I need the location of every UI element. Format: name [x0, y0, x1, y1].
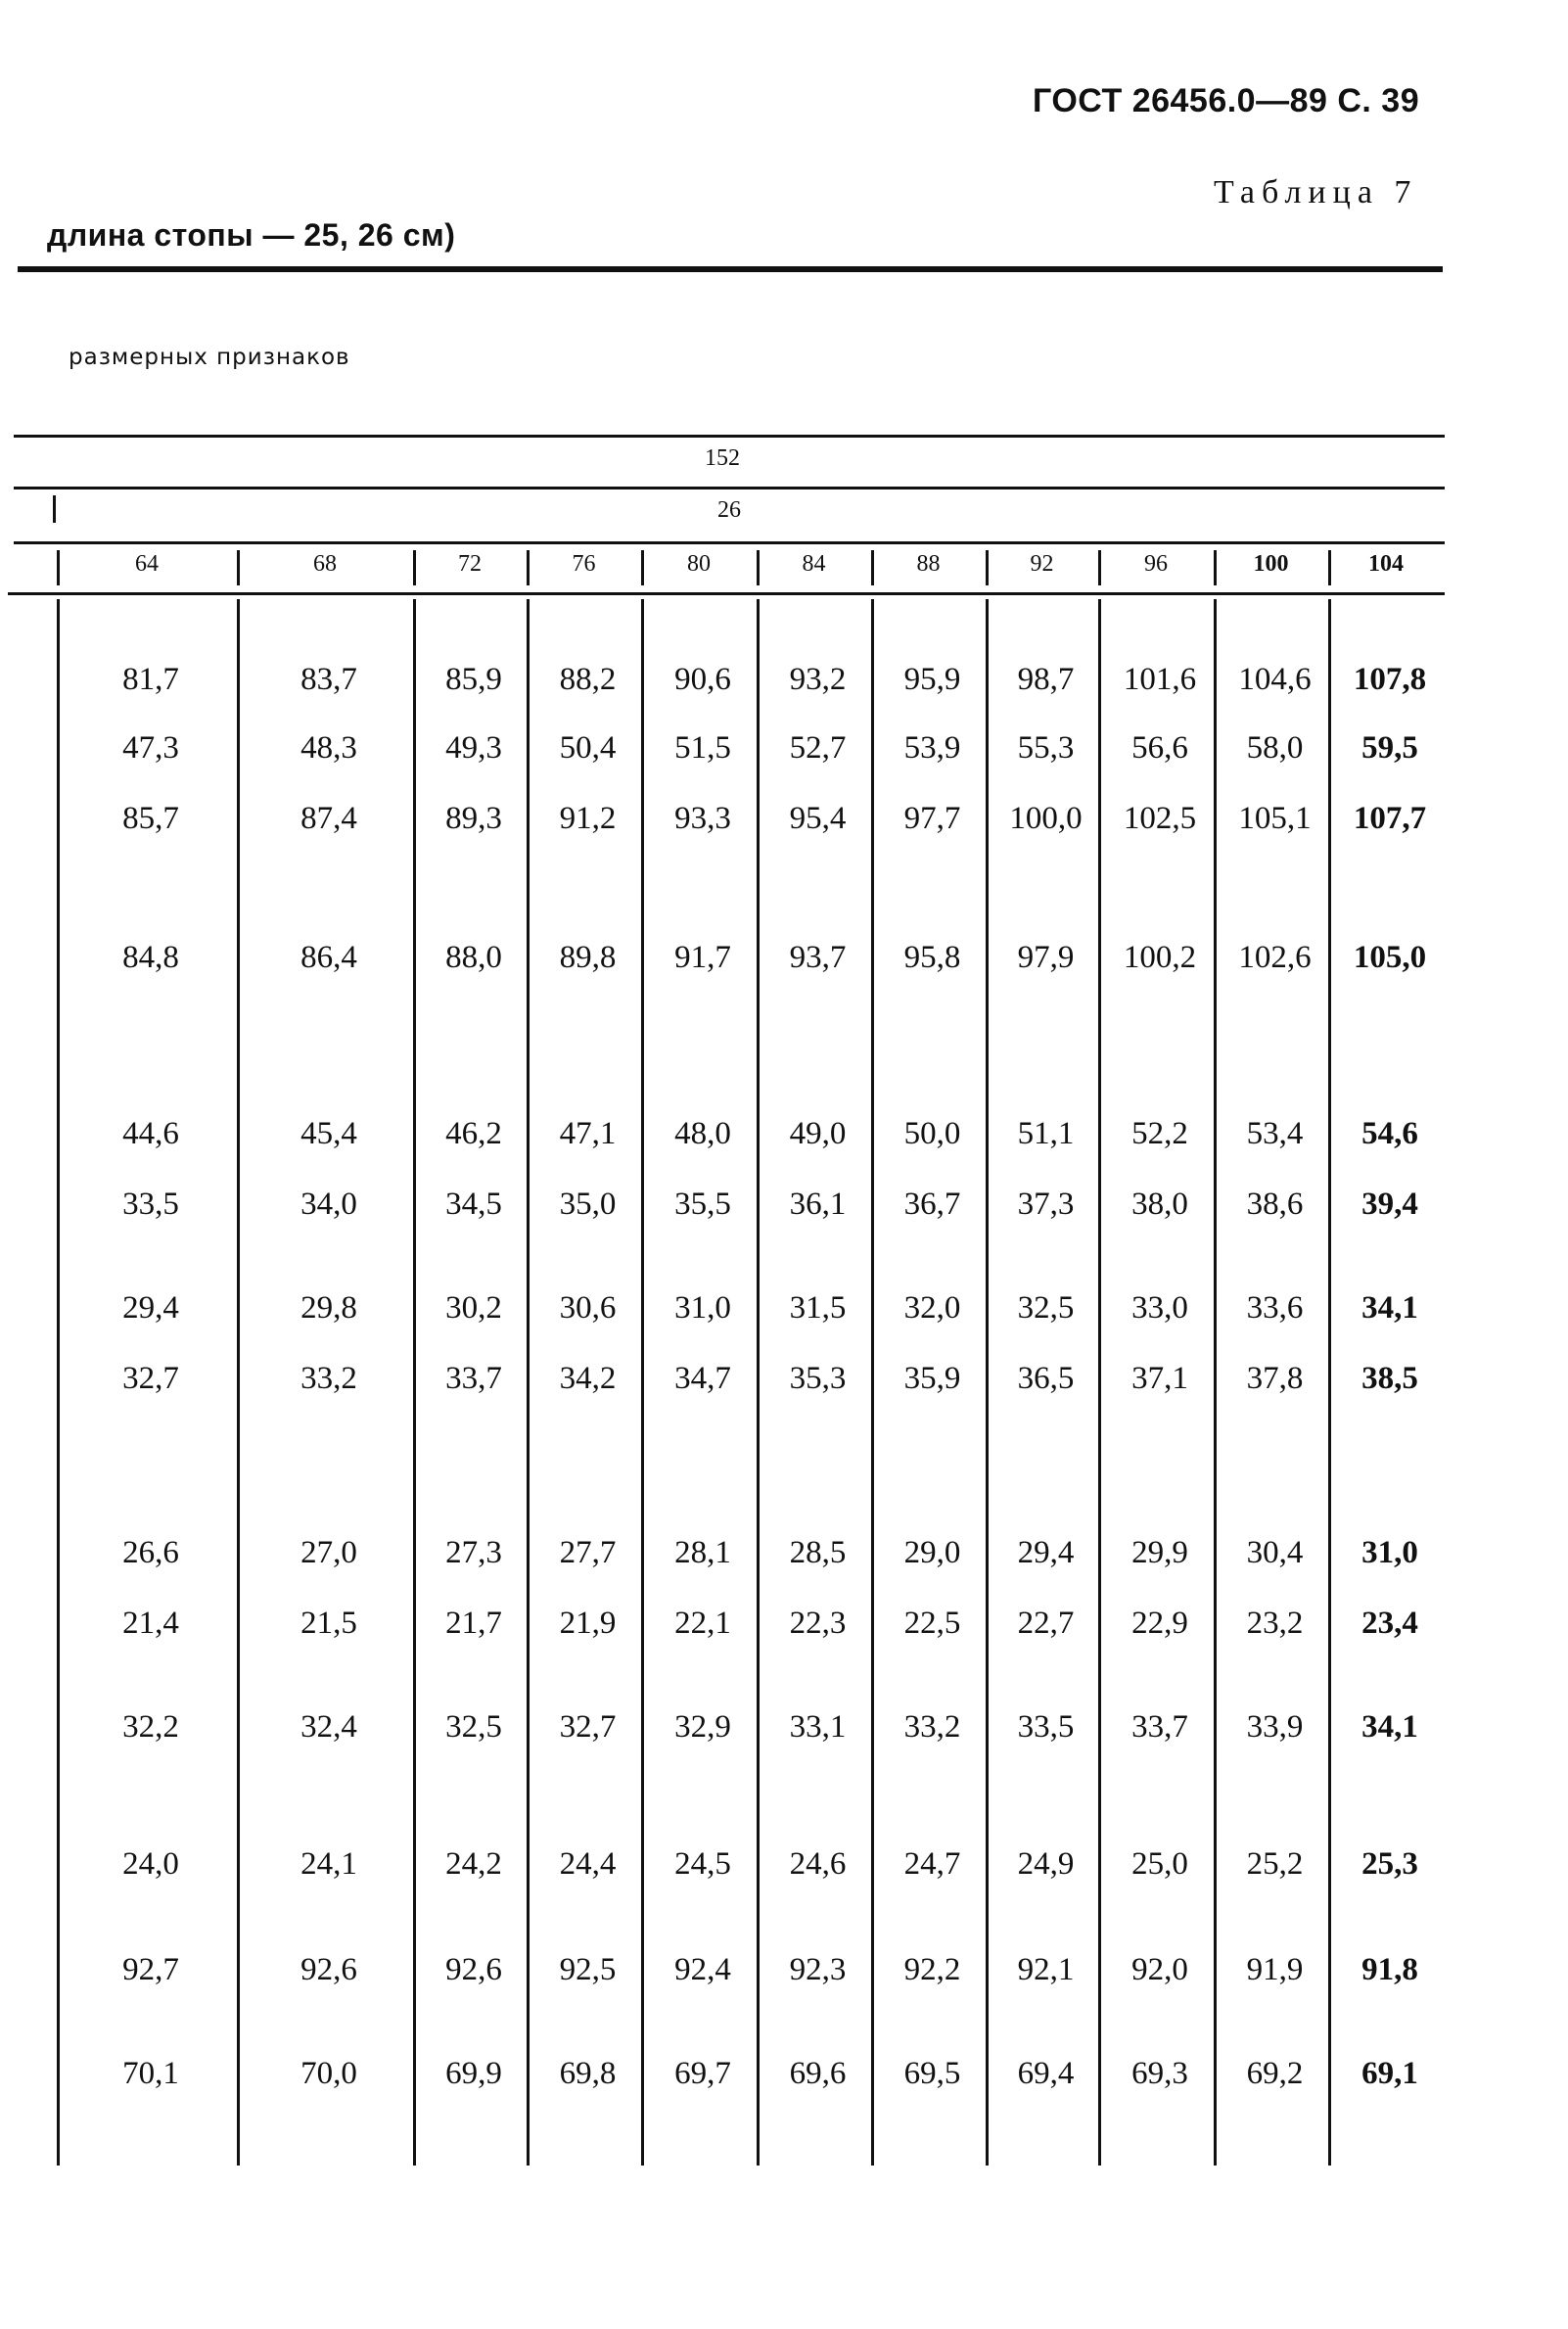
column-header-rule-bottom: [8, 592, 1445, 595]
table-cell: 92,0: [1131, 1952, 1188, 1987]
table-cell: 35,5: [674, 1187, 731, 1222]
table-cell: 101,6: [1123, 662, 1197, 697]
table-cell: 26,6: [122, 1535, 179, 1570]
table-cell: 33,0: [1131, 1290, 1188, 1326]
table-cell: 92,6: [300, 1952, 357, 1987]
table-cell: 51,1: [1017, 1116, 1075, 1151]
table-cell: 34,2: [559, 1361, 617, 1396]
table-cell: 48,0: [674, 1116, 731, 1151]
table-cell: 83,7: [300, 662, 357, 697]
table-cell: 32,4: [300, 1709, 357, 1745]
table-cell: 22,1: [674, 1606, 731, 1641]
table-cell: 52,2: [1131, 1116, 1188, 1151]
table-cell: 23,2: [1246, 1606, 1304, 1641]
table-cell: 69,8: [559, 2056, 617, 2091]
table-cell: 35,0: [559, 1187, 617, 1222]
table-cell: 95,9: [903, 662, 961, 697]
header-rule: [18, 266, 1443, 272]
column-header-100: 100: [1253, 551, 1289, 577]
table-cell: 24,2: [445, 1846, 502, 1882]
table-cell: 45,4: [300, 1116, 357, 1151]
table-cell: 22,9: [1131, 1606, 1188, 1641]
table-cell: 33,5: [1017, 1709, 1075, 1745]
table-cell: 92,2: [903, 1952, 961, 1987]
table-cell: 95,4: [789, 801, 847, 836]
table-cell: 100,2: [1123, 940, 1197, 975]
table-cell: 95,8: [903, 940, 961, 975]
table-cell: 35,9: [903, 1361, 961, 1396]
table-cell: 25,0: [1131, 1846, 1188, 1882]
table-cell: 27,7: [559, 1535, 617, 1570]
table-cell: 50,0: [903, 1116, 961, 1151]
table-cell: 105,0: [1353, 940, 1427, 975]
table-cell: 86,4: [300, 940, 357, 975]
table-cell: 24,5: [674, 1846, 731, 1882]
table-cell: 31,0: [1361, 1535, 1418, 1570]
table-cell: 23,4: [1361, 1606, 1418, 1641]
table-cell: 36,5: [1017, 1361, 1075, 1396]
table-cell: 33,7: [1131, 1709, 1188, 1745]
table-cell: 92,3: [789, 1952, 847, 1987]
table-cell: 21,5: [300, 1606, 357, 1641]
table-cell: 69,5: [903, 2056, 961, 2091]
table-cell: 53,9: [903, 730, 961, 766]
table-cell: 34,0: [300, 1187, 357, 1222]
table-cell: 92,6: [445, 1952, 502, 1987]
table-cell: 50,4: [559, 730, 617, 766]
column-header-92: 92: [1030, 551, 1054, 577]
table-cell: 93,7: [789, 940, 847, 975]
table-cell: 70,1: [122, 2056, 179, 2091]
table-cell: 89,3: [445, 801, 502, 836]
column-header-88: 88: [916, 551, 941, 577]
column-divider: [237, 599, 240, 2166]
table-cell: 85,7: [122, 801, 179, 836]
table-cell: 39,4: [1361, 1187, 1418, 1222]
table-cell: 59,5: [1361, 730, 1418, 766]
table-label: Таблица 7: [1214, 174, 1418, 210]
column-header-divider: [1098, 550, 1101, 585]
table-cell: 97,7: [903, 801, 961, 836]
table-cell: 29,9: [1131, 1535, 1188, 1570]
table-cell: 98,7: [1017, 662, 1075, 697]
table-cell: 32,0: [903, 1290, 961, 1326]
table-cell: 27,3: [445, 1535, 502, 1570]
table-cell: 24,6: [789, 1846, 847, 1882]
column-header-76: 76: [572, 551, 596, 577]
table-cell: 29,8: [300, 1290, 357, 1326]
column-header-divider: [641, 550, 644, 585]
table-cell: 102,5: [1123, 801, 1197, 836]
column-header-96: 96: [1144, 551, 1168, 577]
table-cell: 33,7: [445, 1361, 502, 1396]
table-cell: 29,4: [122, 1290, 179, 1326]
table-cell: 69,2: [1246, 2056, 1304, 2091]
table-cell: 102,6: [1238, 940, 1312, 975]
table-cell: 36,1: [789, 1187, 847, 1222]
column-divider: [57, 599, 60, 2166]
table-cell: 92,7: [122, 1952, 179, 1987]
table-cell: 24,9: [1017, 1846, 1075, 1882]
table-cell: 107,8: [1353, 662, 1427, 697]
table-cell: 36,7: [903, 1187, 961, 1222]
table-cell: 31,0: [674, 1290, 731, 1326]
table-cell: 37,1: [1131, 1361, 1188, 1396]
table-cell: 69,4: [1017, 2056, 1075, 2091]
table-cell: 91,8: [1361, 1952, 1418, 1987]
table-cell: 38,5: [1361, 1361, 1418, 1396]
table-cell: 91,7: [674, 940, 731, 975]
table-top-rule: [14, 435, 1445, 438]
column-header-divider: [1328, 550, 1331, 585]
group-row-rule: [14, 487, 1445, 489]
group-label-152: 152: [705, 445, 740, 471]
table-cell: 29,4: [1017, 1535, 1075, 1570]
table-cell: 92,1: [1017, 1952, 1075, 1987]
table-cell: 22,7: [1017, 1606, 1075, 1641]
column-header-rule-top: [14, 541, 1445, 544]
table-cell: 24,0: [122, 1846, 179, 1882]
table-cell: 54,6: [1361, 1116, 1418, 1151]
table-cell: 88,0: [445, 940, 502, 975]
table-cell: 81,7: [122, 662, 179, 697]
table-cell: 37,8: [1246, 1361, 1304, 1396]
group-label-26: 26: [717, 497, 741, 523]
table-cell: 25,3: [1361, 1846, 1418, 1882]
table-cell: 69,6: [789, 2056, 847, 2091]
column-header-84: 84: [802, 551, 826, 577]
table-subtitle: длина стопы — 25, 26 см): [47, 217, 456, 253]
table-cell: 70,0: [300, 2056, 357, 2091]
table-cell: 33,1: [789, 1709, 847, 1745]
table-cell: 93,2: [789, 662, 847, 697]
page-header-gost: ГОСТ 26456.0—89 С. 39: [1033, 82, 1420, 119]
table-cell: 32,5: [1017, 1290, 1075, 1326]
column-header-80: 80: [687, 551, 711, 577]
table-cell: 32,7: [559, 1709, 617, 1745]
table-cell: 44,6: [122, 1116, 179, 1151]
table-cell: 69,9: [445, 2056, 502, 2091]
table-cell: 33,5: [122, 1187, 179, 1222]
table-cell: 21,9: [559, 1606, 617, 1641]
table-cell: 29,0: [903, 1535, 961, 1570]
table-cell: 105,1: [1238, 801, 1312, 836]
table-cell: 97,9: [1017, 940, 1075, 975]
column-header-64: 64: [135, 551, 159, 577]
table-cell: 32,9: [674, 1709, 731, 1745]
table-cell: 53,4: [1246, 1116, 1304, 1151]
table-cell: 34,7: [674, 1361, 731, 1396]
table-cell: 51,5: [674, 730, 731, 766]
table-cell: 69,3: [1131, 2056, 1188, 2091]
table-cell: 58,0: [1246, 730, 1304, 766]
table-cell: 93,3: [674, 801, 731, 836]
table-cell: 32,5: [445, 1709, 502, 1745]
table-cell: 49,3: [445, 730, 502, 766]
table-cell: 52,7: [789, 730, 847, 766]
table-cell: 32,2: [122, 1709, 179, 1745]
column-header-divider: [237, 550, 240, 585]
table-cell: 47,3: [122, 730, 179, 766]
table-cell: 92,4: [674, 1952, 731, 1987]
table-cell: 47,1: [559, 1116, 617, 1151]
table-cell: 89,8: [559, 940, 617, 975]
table-cell: 100,0: [1009, 801, 1083, 836]
table-cell: 28,5: [789, 1535, 847, 1570]
table-cell: 21,4: [122, 1606, 179, 1641]
table-cell: 104,6: [1238, 662, 1312, 697]
table-cell: 107,7: [1353, 801, 1427, 836]
table-cell: 33,2: [903, 1709, 961, 1745]
table-cell: 33,6: [1246, 1290, 1304, 1326]
table-cell: 33,2: [300, 1361, 357, 1396]
table-cell: 22,3: [789, 1606, 847, 1641]
table-cell: 38,6: [1246, 1187, 1304, 1222]
table-cell: 28,1: [674, 1535, 731, 1570]
table-cell: 37,3: [1017, 1187, 1075, 1222]
column-header-divider: [57, 550, 60, 585]
table-cell: 34,5: [445, 1187, 502, 1222]
table-cell: 21,7: [445, 1606, 502, 1641]
table-cell: 31,5: [789, 1290, 847, 1326]
group-row-tick: [53, 495, 56, 523]
table-cell: 34,1: [1361, 1290, 1418, 1326]
table-cell: 24,4: [559, 1846, 617, 1882]
table-cell: 69,7: [674, 2056, 731, 2091]
table-cell: 88,2: [559, 662, 617, 697]
table-cell: 34,1: [1361, 1709, 1418, 1745]
table-cell: 33,9: [1246, 1709, 1304, 1745]
table-cell: 91,9: [1246, 1952, 1304, 1987]
column-header-72: 72: [458, 551, 482, 577]
table-cell: 85,9: [445, 662, 502, 697]
table-cell: 32,7: [122, 1361, 179, 1396]
table-cell: 22,5: [903, 1606, 961, 1641]
table-cell: 69,1: [1361, 2056, 1418, 2091]
column-header-68: 68: [313, 551, 337, 577]
table-cell: 90,6: [674, 662, 731, 697]
table-cell: 30,2: [445, 1290, 502, 1326]
table-cell: 87,4: [300, 801, 357, 836]
table-cell: 27,0: [300, 1535, 357, 1570]
table-cell: 24,7: [903, 1846, 961, 1882]
table-cell: 38,0: [1131, 1187, 1188, 1222]
table-cell: 35,3: [789, 1361, 847, 1396]
size-caption: размерных признаков: [69, 345, 350, 370]
column-header-104: 104: [1368, 551, 1404, 577]
table-cell: 91,2: [559, 801, 617, 836]
table-cell: 84,8: [122, 940, 179, 975]
table-cell: 25,2: [1246, 1846, 1304, 1882]
table-cell: 30,6: [559, 1290, 617, 1326]
table-cell: 49,0: [789, 1116, 847, 1151]
table-cell: 24,1: [300, 1846, 357, 1882]
table-cell: 56,6: [1131, 730, 1188, 766]
table-cell: 46,2: [445, 1116, 502, 1151]
table-cell: 92,5: [559, 1952, 617, 1987]
table-cell: 48,3: [300, 730, 357, 766]
table-cell: 30,4: [1246, 1535, 1304, 1570]
table-cell: 55,3: [1017, 730, 1075, 766]
